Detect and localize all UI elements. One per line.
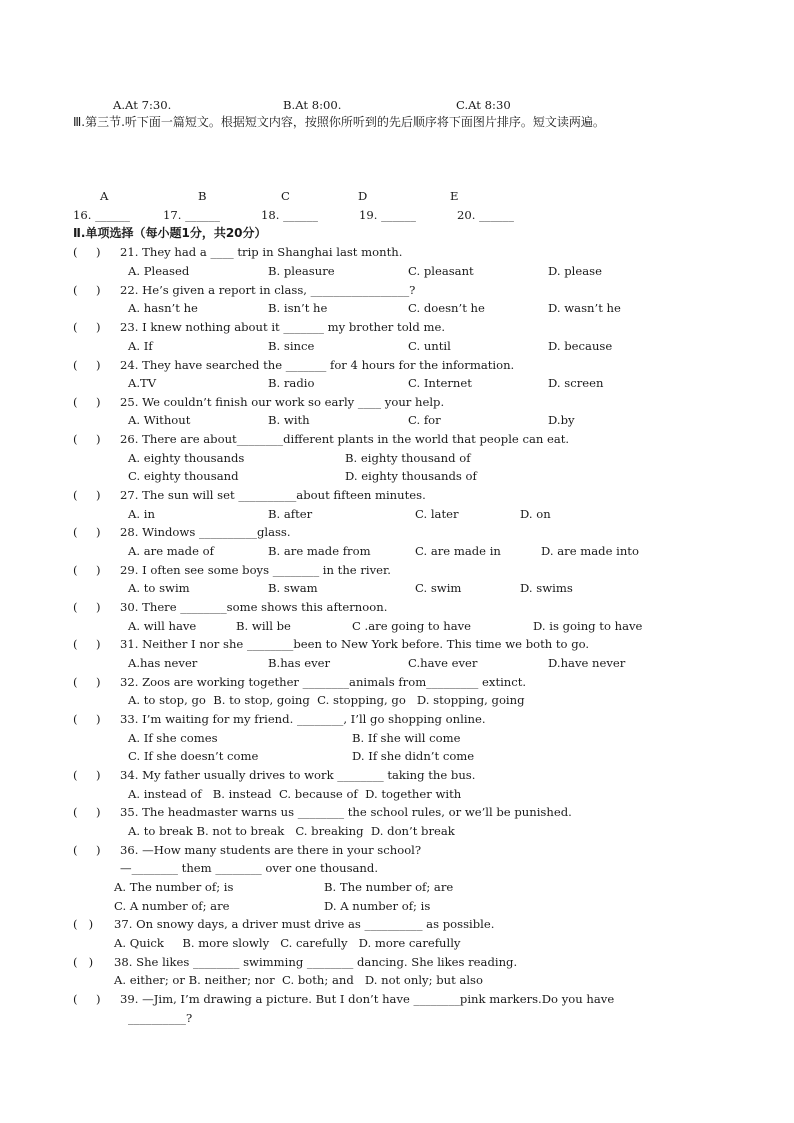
q27-option-d: D. on bbox=[520, 507, 551, 521]
q35-stem: 35. The headmaster warns us ________ the school rules, or we’ll be punished. bbox=[120, 805, 572, 819]
answer-blank-17: 17. ______ bbox=[163, 208, 220, 222]
q22-paren: ( ) bbox=[73, 283, 101, 297]
q36-option-a: A. The number of; is bbox=[114, 880, 234, 894]
q33-paren: ( ) bbox=[73, 712, 101, 726]
q28-option-d: D. are made into bbox=[541, 544, 639, 558]
q21-option-d: D. please bbox=[548, 264, 602, 278]
q21-paren: ( ) bbox=[73, 245, 101, 259]
q37-stem: 37. On snowy days, a driver must drive as __________ as possible. bbox=[114, 917, 495, 931]
q39-stem-line2: __________? bbox=[128, 1011, 193, 1025]
q31-option-d: D.have never bbox=[548, 656, 626, 670]
q32-stem: 32. Zoos are working together ________animals from_________ extinct. bbox=[120, 675, 527, 689]
q39-stem: 39. —Jim, I’m drawing a picture. But I don’t have ________pink markers.Do you have bbox=[120, 992, 615, 1006]
q34-options-line: A. instead of B. instead C. because of D. together with bbox=[128, 787, 462, 801]
q23-stem: 23. I knew nothing about it _______ my brother told me. bbox=[120, 320, 446, 334]
picture-letter-b: B bbox=[198, 189, 207, 203]
q25-paren: ( ) bbox=[73, 395, 101, 409]
q32-paren: ( ) bbox=[73, 675, 101, 689]
q28-option-c: C. are made in bbox=[415, 544, 501, 558]
q23-option-d: D. because bbox=[548, 339, 613, 353]
q33-option-b: B. If she will come bbox=[352, 731, 461, 745]
answer-blank-19: 19. ______ bbox=[359, 208, 416, 222]
q33-option-c: C. If she doesn’t come bbox=[128, 749, 259, 763]
q26-option-c: C. eighty thousand bbox=[128, 469, 239, 483]
q36-option-b: B. The number of; are bbox=[324, 880, 454, 894]
q21-stem: 21. They had a ____ trip in Shanghai last month. bbox=[120, 245, 403, 259]
q24-option-a: A.TV bbox=[128, 376, 157, 390]
top-option-a: A.At 7:30. bbox=[113, 98, 172, 112]
q27-stem: 27. The sun will set __________about fifteen minutes. bbox=[120, 488, 426, 502]
q28-paren: ( ) bbox=[73, 525, 101, 539]
q30-option-b: B. will be bbox=[236, 619, 291, 633]
q21-option-b: B. pleasure bbox=[268, 264, 335, 278]
q29-stem: 29. I often see some boys ________ in the river. bbox=[120, 563, 391, 577]
q36-option-d: D. A number of; is bbox=[324, 899, 431, 913]
q24-stem: 24. They have searched the _______ for 4 hours for the information. bbox=[120, 358, 515, 372]
answer-blank-16: 16. ______ bbox=[73, 208, 130, 222]
q34-stem: 34. My father usually drives to work ________ taking the bus. bbox=[120, 768, 476, 782]
q36-option-c: C. A number of; are bbox=[114, 899, 230, 913]
q33-option-d: D. If she didn’t come bbox=[352, 749, 475, 763]
q30-stem: 30. There ________some shows this afternoon. bbox=[120, 600, 388, 614]
q23-option-b: B. since bbox=[268, 339, 315, 353]
picture-letter-e: E bbox=[450, 189, 459, 203]
section3-heading: Ⅲ.第三节.听下面一篇短文。根据短文内容，按照你所听到的先后顺序将下面图片排序。短文读两遍。 bbox=[73, 115, 605, 129]
q30-option-d: D. is going to have bbox=[533, 619, 643, 633]
q29-option-b: B. swam bbox=[268, 581, 318, 595]
q28-stem: 28. Windows __________glass. bbox=[120, 525, 291, 539]
q27-option-a: A. in bbox=[128, 507, 155, 521]
q26-option-b: B. eighty thousand of bbox=[345, 451, 471, 465]
q22-option-a: A. hasn’t he bbox=[128, 301, 198, 315]
q27-paren: ( ) bbox=[73, 488, 101, 502]
q35-paren: ( ) bbox=[73, 805, 101, 819]
q38-options-line: A. either; or B. neither; nor C. both; and D. not only; but also bbox=[114, 973, 483, 987]
q36-stem: 36. —How many students are there in your school? bbox=[120, 843, 422, 857]
q24-option-c: C. Internet bbox=[408, 376, 472, 390]
q24-paren: ( ) bbox=[73, 358, 101, 372]
picture-letter-a: A bbox=[100, 189, 109, 203]
q22-option-b: B. isn’t he bbox=[268, 301, 328, 315]
q32-options-line: A. to stop, go B. to stop, going C. stopping, go D. stopping, going bbox=[128, 693, 525, 707]
q22-option-c: C. doesn’t he bbox=[408, 301, 485, 315]
q25-stem: 25. We couldn’t finish our work so early ____ your help. bbox=[120, 395, 445, 409]
q36-paren: ( ) bbox=[73, 843, 101, 857]
q30-paren: ( ) bbox=[73, 600, 101, 614]
q23-paren: ( ) bbox=[73, 320, 101, 334]
top-option-c: C.At 8:30 bbox=[456, 98, 511, 112]
q37-paren: ( ) bbox=[73, 917, 94, 931]
q23-option-a: A. If bbox=[128, 339, 153, 353]
q39-paren: ( ) bbox=[73, 992, 101, 1006]
q29-paren: ( ) bbox=[73, 563, 101, 577]
q38-paren: ( ) bbox=[73, 955, 94, 969]
q23-option-c: C. until bbox=[408, 339, 451, 353]
q31-option-c: C.have ever bbox=[408, 656, 478, 670]
picture-letter-c: C bbox=[281, 189, 290, 203]
picture-letter-d: D bbox=[358, 189, 368, 203]
q26-stem: 26. There are about________different plants in the world that people can eat. bbox=[120, 432, 570, 446]
q22-stem: 22. He’s given a report in class, _________________? bbox=[120, 283, 416, 297]
q26-option-a: A. eighty thousands bbox=[128, 451, 245, 465]
q29-option-c: C. swim bbox=[415, 581, 462, 595]
q21-option-c: C. pleasant bbox=[408, 264, 474, 278]
q37-options-line: A. Quick B. more slowly C. carefully D. more carefully bbox=[114, 936, 461, 950]
q31-option-a: A.has never bbox=[128, 656, 198, 670]
q35-options-line: A. to break B. not to break C. breaking D. don’t break bbox=[128, 824, 455, 838]
q21-option-a: A. Pleased bbox=[128, 264, 190, 278]
q29-option-a: A. to swim bbox=[128, 581, 190, 595]
part2-heading: Ⅱ.单项选择（每小题1分，共20分） bbox=[73, 226, 267, 240]
q25-option-a: A. Without bbox=[128, 413, 191, 427]
q38-stem: 38. She likes ________ swimming ________ dancing. She likes reading. bbox=[114, 955, 518, 969]
q33-stem: 33. I’m waiting for my friend. ________, I’ll go shopping online. bbox=[120, 712, 486, 726]
q36-stem-line2: —________ them ________ over one thousand. bbox=[120, 861, 379, 875]
q26-option-d: D. eighty thousands of bbox=[345, 469, 477, 483]
q29-option-d: D. swims bbox=[520, 581, 573, 595]
q34-paren: ( ) bbox=[73, 768, 101, 782]
q25-option-b: B. with bbox=[268, 413, 310, 427]
q31-paren: ( ) bbox=[73, 637, 101, 651]
q27-option-b: B. after bbox=[268, 507, 313, 521]
q25-option-c: C. for bbox=[408, 413, 441, 427]
q26-paren: ( ) bbox=[73, 432, 101, 446]
q25-option-d: D.by bbox=[548, 413, 575, 427]
q28-option-a: A. are made of bbox=[128, 544, 214, 558]
q30-option-c: C .are going to have bbox=[352, 619, 472, 633]
answer-blank-20: 20. ______ bbox=[457, 208, 514, 222]
q31-stem: 31. Neither I nor she ________been to New York before. This time we both to go. bbox=[120, 637, 590, 651]
q27-option-c: C. later bbox=[415, 507, 459, 521]
q22-option-d: D. wasn’t he bbox=[548, 301, 621, 315]
answer-blank-18: 18. ______ bbox=[261, 208, 318, 222]
q31-option-b: B.has ever bbox=[268, 656, 331, 670]
q30-option-a: A. will have bbox=[128, 619, 197, 633]
q33-option-a: A. If she comes bbox=[128, 731, 218, 745]
q24-option-b: B. radio bbox=[268, 376, 315, 390]
q28-option-b: B. are made from bbox=[268, 544, 371, 558]
top-option-b: B.At 8:00. bbox=[283, 98, 342, 112]
q24-option-d: D. screen bbox=[548, 376, 604, 390]
